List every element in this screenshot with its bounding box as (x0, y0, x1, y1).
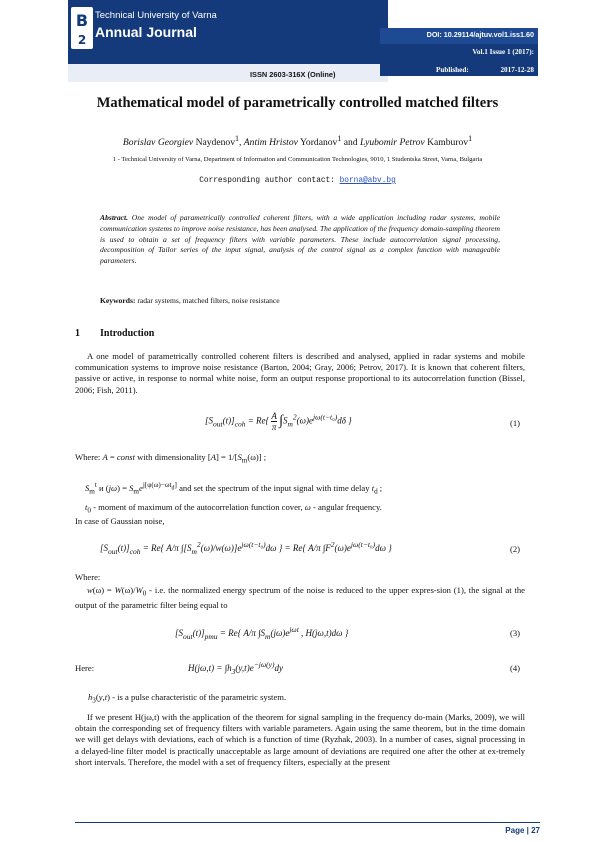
intro-paragraph-1: A one model of parametrically controlled coherent filters is described and analysed, applied in radar systems and mobile communication systems to improve noise resistance (Barton, 2004; Gray, 2006; Petrov, 2017). It is known that coherent filters, passive or active, in response to normal white noise, form an output response proportional to its autocorrelation function (Bissel, 2006; Fish, 2011). (75, 351, 525, 395)
where-line-2: Where: (75, 572, 101, 582)
svg-text:B: B (75, 11, 89, 30)
section-number: 1 (75, 328, 80, 339)
university-logo-icon (70, 6, 94, 50)
corresponding-contact: Corresponding author contact: borna@abv.bg (199, 177, 396, 185)
where-line-1: Where: A = const with dimensionality $[A] = 1/[S_m(\omega)]$ ; (75, 452, 267, 465)
volume: Vol.1 Issue 1 (2017): (472, 48, 534, 56)
keywords (100, 296, 500, 305)
keywords-label: Keywords: (100, 296, 136, 305)
equation-1-number: (1) (510, 418, 521, 428)
equation-4-number: (4) (510, 663, 521, 673)
equation-1: $[S_{out}(t)]_{coh} = Re${ $\frac{A}{\pi}$ $\int S_m^2(\omega)e^{j\omega(t-t_0)}d\delta$ } (205, 411, 352, 432)
published-date: 2017-12-28 (500, 66, 534, 74)
section-title: Introduction (100, 328, 155, 339)
author-list: Borislav Georgiev Naydenov$^1$, Antim Hristov Yordanov$^1$ and Lyubomir Petrov Kamburov$^1$ (122, 134, 473, 149)
spectrum-line: $S_m^t$ и $(j\omega) = S_me^{j[\varphi(\omega)-\omega t_d]}$ and set the spectrum of the input signal with time delay $t_d$ ; (85, 481, 383, 496)
t0-line: $t_0$ - moment of maximum of the autocorrelation function cover, ω - angular frequency. (85, 502, 382, 515)
abstract (100, 213, 500, 267)
journal-name: Annual Journal (95, 24, 197, 40)
svg-text:2: 2 (77, 33, 87, 47)
abstract-text: One model of parametrically controlled coherent filters, with a wide application including radar systems, mobile communication systems to improve noise resistance, has been analysed. The application of the frequency domain-sampling theorem is used to obtain a set of frequency filters with variable parameters. These include autocorrelation signal processing, decomposition of Tailor series of the input signal, analysis of the control signal as a complex function with manageable parameters. (100, 213, 500, 266)
h3-definition: $h_3(y,t)$ - is a pulse characteristic of the parametric system. (88, 692, 287, 705)
author-3: Lyubomir Petrov Kamburov$^1$ (360, 134, 473, 149)
paper-title: Mathematical model of parametrically controlled matched filters (96, 95, 499, 111)
issn-strip (68, 64, 388, 82)
published-label: Published: (436, 66, 469, 74)
page-number: Page | 27 (505, 826, 540, 835)
equation-3: $[S_{out}(t)]_{pmu} = Re${ A/π $\int S_m(j\omega)e^{j\omega t}$ , H(jω,t)dω } (175, 625, 349, 641)
abstract-label: Abstract. (100, 213, 129, 222)
issn: ISSN 2603-316X (Online) (250, 70, 336, 79)
keywords-text: radar systems, matched filters, noise resistance (137, 296, 280, 305)
gauss-line: In case of Gaussian noise, (75, 516, 165, 526)
equation-3-number: (3) (510, 628, 521, 638)
email-link[interactable]: borna@abv.bg (339, 177, 396, 185)
equation-2-number: (2) (510, 544, 521, 554)
author-1: Borislav Georgiev Naydenov$^1$ (122, 134, 239, 149)
footer-rule (75, 822, 540, 823)
author-2: Antim Hristov Yordanov$^1$ (243, 134, 342, 149)
w-definition: $w(\omega) = W(\omega)/W_0 - i.e$. the normalized energy spectrum of the noise is reduced to the upper expres-sion (1), the signal at the output of the parametric filter being equal to (75, 585, 525, 610)
here-label: Here: (75, 663, 95, 673)
equation-4: $H(j\omega,t) = \int h_3(y,t)e^{-j\omega(y)}dy$ (188, 660, 283, 676)
intro-paragraph-last: If we present H(jω,t) with the application of the theorem for signal sampling in the frequency do-main (Marks, 2009), we will obtain the corresponding set of frequency filters with variable parameters. Again using the same theorem, but in the time domain we will get delays with deviations, each of which is a function of time (Ryzhak, 2003). In a number of cases, signal processing in a delayed-line filter model is practically unacceptable as large amount of deviations are required one after the other at ex-tremely short intervals. Therefore, the model with a set of frequency filters, especially at the present (75, 712, 525, 767)
doi: DOI: 10.29114/ajtuv.vol1.iss1.60 (426, 30, 534, 39)
equation-2: $[S_{out}(t)]_{coh} = Re${ A/π $\int[S_m^2(\omega)/w(\omega)]e^{j\omega(t-t_0)}d\omega$ } = Re{ A/π $\int F^2(\omega)e^{j\omega(t-t_0)}d\omega$ } (100, 540, 392, 556)
university-name: Technical University of Varna (95, 10, 217, 21)
affiliation: 1 - Technical University of Varna, Department of Information and Communication Technologies, 9010, 1 Studentska Street, Varna, Bulgaria (112, 156, 483, 163)
